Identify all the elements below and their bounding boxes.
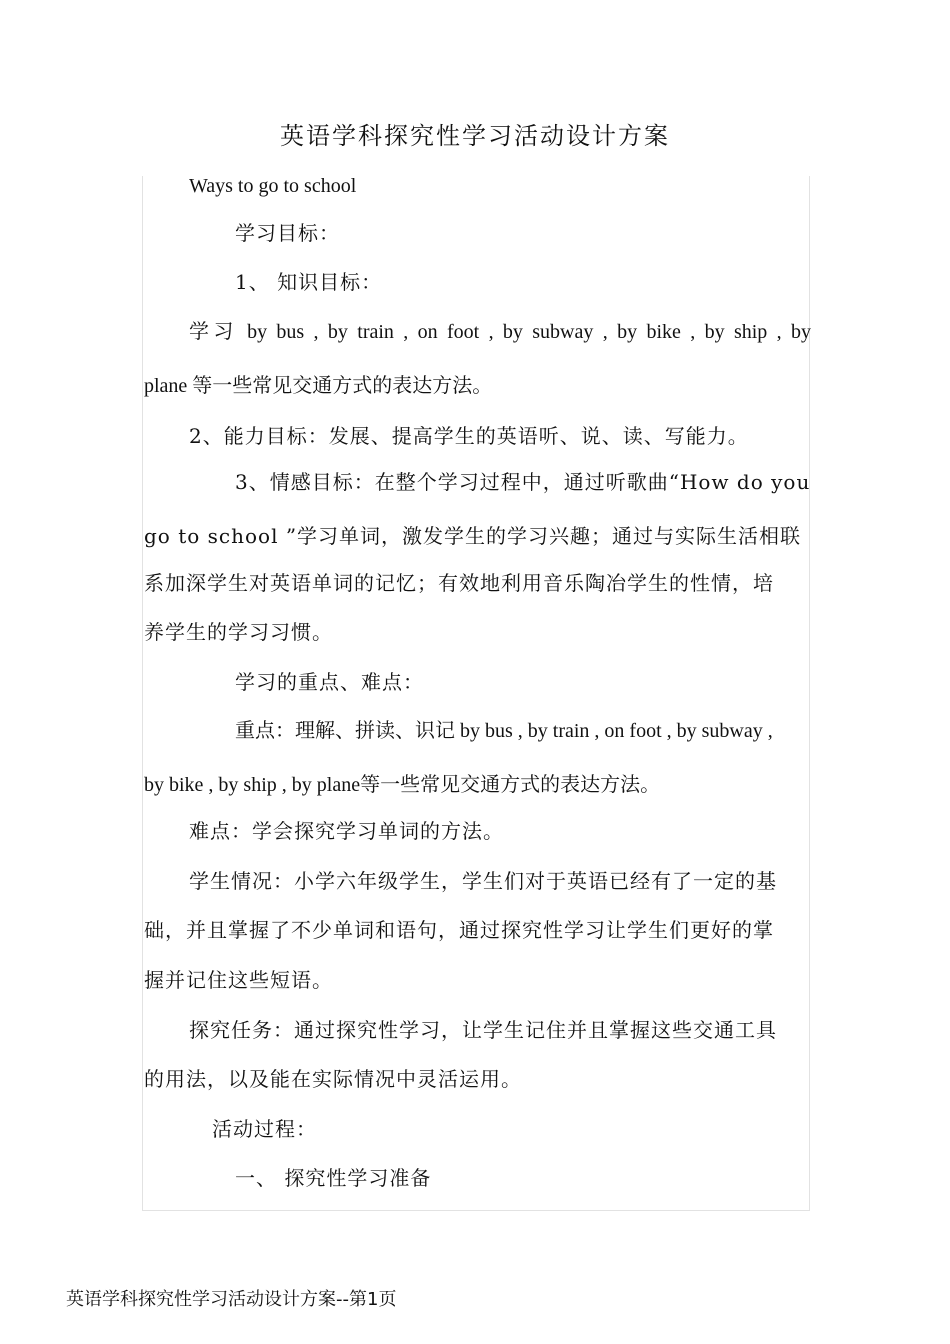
paragraph-line: 学习 by bus , by train , on foot , by subway , by bike , by ship , by bbox=[189, 321, 811, 343]
page-title: 英语学科探究性学习活动设计方案 bbox=[280, 122, 670, 150]
student-situation: 学生情况：小学六年级学生，学生们对于英语已经有了一定的基 bbox=[189, 869, 777, 893]
paragraph-line: 础，并且掌握了不少单词和语句，通过探究性学习让学生们更好的掌 bbox=[144, 918, 774, 942]
paragraph-line: 握并记住这些短语。 bbox=[144, 968, 333, 992]
emotion-objective: 3、情感目标：在整个学习过程中，通过听歌曲“How do you bbox=[235, 470, 811, 494]
ability-objective: 2、能力目标：发展、提高学生的英语听、说、读、写能力。 bbox=[189, 424, 749, 448]
section-heading-activity: 活动过程： bbox=[212, 1117, 317, 1141]
section-heading-objectives: 学习目标： bbox=[235, 221, 340, 245]
difficult-point: 难点：学会探究学习单词的方法。 bbox=[189, 819, 504, 843]
section-heading-key-points: 学习的重点、难点： bbox=[235, 670, 424, 694]
knowledge-objective-heading: 1、 知识目标： bbox=[235, 270, 383, 294]
paragraph-line: plane 等一些常见交通方式的表达方法。 bbox=[144, 375, 493, 397]
paragraph-line: by bike , by ship , by plane等一些常见交通方式的表达方法。 bbox=[144, 774, 661, 796]
activity-step-heading: 一、 探究性学习准备 bbox=[235, 1166, 432, 1190]
paragraph-line: 养学生的学习习惯。 bbox=[144, 620, 333, 644]
lesson-topic: Ways to go to school bbox=[189, 175, 357, 197]
inquiry-task: 探究任务：通过探究性学习，让学生记住并且掌握这些交通工具 bbox=[189, 1018, 777, 1042]
page-footer: 英语学科探究性学习活动设计方案--第1页 bbox=[66, 1289, 397, 1310]
paragraph-line: 系加深学生对英语单词的记忆；有效地利用音乐陶冶学生的性情，培 bbox=[144, 571, 774, 595]
key-point: 重点：理解、拼读、识记 by bus , by train , on foot , by subway , bbox=[235, 720, 773, 742]
paragraph-line: go to school ”学习单词，激发学生的学习兴趣；通过与实际生活相联 bbox=[144, 524, 802, 548]
paragraph-line: 的用法，以及能在实际情况中灵活运用。 bbox=[144, 1067, 522, 1091]
